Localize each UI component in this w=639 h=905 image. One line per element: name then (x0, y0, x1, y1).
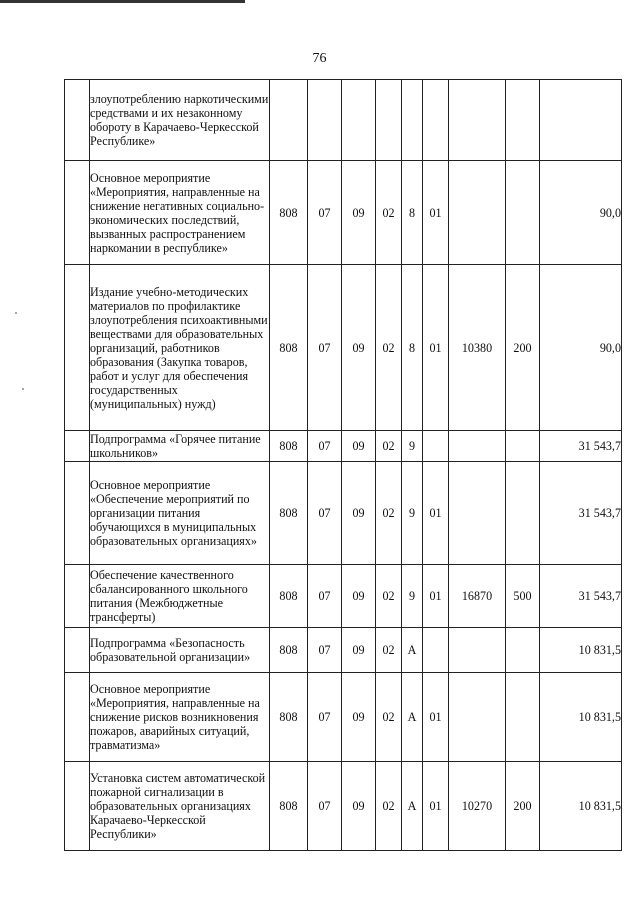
cell-subprogram-code: 9 (402, 462, 423, 565)
row-name: злоупотреблению наркотическими средствами и их незаконному обороту в Карачаево-Черкесской Республике» (90, 80, 270, 161)
cell-expense-type-code (506, 161, 540, 265)
cell-section-code: 07 (308, 462, 342, 565)
table-row (65, 161, 622, 265)
cell-event-code (423, 628, 449, 673)
row-name: Основное мероприятие «Обеспечение мероприятий по организации питания обучающихся в муниципальных образовательных организациях» (90, 462, 270, 565)
cell-subprogram-code: 8 (402, 265, 423, 431)
cell-direction-code (449, 673, 506, 762)
row-name: Установка систем автоматической пожарной сигнализации в образовательных организациях Карачаево-Черкесской Республики» (90, 762, 270, 851)
cell-ministry-code: 808 (270, 431, 308, 462)
cell-direction-code: 16870 (449, 565, 506, 628)
cell-ministry-code: 808 (270, 673, 308, 762)
cell-amount: 10 831,5 (540, 673, 622, 762)
table-row (65, 628, 622, 673)
cell-subsection-code: 09 (342, 431, 376, 462)
budget-table (64, 79, 622, 851)
cell-amount: 31 543,7 (540, 431, 622, 462)
table-row (65, 673, 622, 762)
index-cell (65, 431, 90, 462)
cell-program-code: 02 (376, 628, 402, 673)
cell-subsection-code: 09 (342, 265, 376, 431)
cell-expense-type-code: 200 (506, 762, 540, 851)
cell-program-code: 02 (376, 762, 402, 851)
cell-direction-code (449, 161, 506, 265)
cell-direction-code (449, 431, 506, 462)
index-cell (65, 80, 90, 161)
cell-program-code: 02 (376, 265, 402, 431)
row-name: Основное мероприятие «Мероприятия, направленные на снижение рисков возникновения пожаров, аварийных ситуаций, травматизма» (90, 673, 270, 762)
cell-amount: 90,0 (540, 265, 622, 431)
row-name: Подпрограмма «Горячее питание школьников» (90, 431, 270, 462)
cell-expense-type-code: 200 (506, 265, 540, 431)
table-row (65, 565, 622, 628)
cell-subsection-code (342, 80, 376, 161)
cell-program-code: 02 (376, 565, 402, 628)
cell-subprogram-code: А (402, 762, 423, 851)
cell-ministry-code: 808 (270, 565, 308, 628)
cell-amount: 10 831,5 (540, 762, 622, 851)
cell-event-code: 01 (423, 462, 449, 565)
index-cell (65, 565, 90, 628)
cell-amount: 90,0 (540, 161, 622, 265)
cell-section-code: 07 (308, 431, 342, 462)
cell-amount: 10 831,5 (540, 628, 622, 673)
cell-subprogram-code: 9 (402, 431, 423, 462)
cell-ministry-code: 808 (270, 161, 308, 265)
index-cell (65, 628, 90, 673)
table-row (65, 80, 622, 161)
cell-event-code (423, 80, 449, 161)
cell-program-code: 02 (376, 431, 402, 462)
cell-subsection-code: 09 (342, 673, 376, 762)
cell-subprogram-code (402, 80, 423, 161)
cell-direction-code: 10380 (449, 265, 506, 431)
cell-subsection-code: 09 (342, 762, 376, 851)
cell-direction-code (449, 80, 506, 161)
cell-program-code: 02 (376, 462, 402, 565)
cell-event-code: 01 (423, 673, 449, 762)
cell-direction-code: 10270 (449, 762, 506, 851)
index-cell (65, 762, 90, 851)
cell-event-code (423, 431, 449, 462)
cell-event-code: 01 (423, 565, 449, 628)
cell-subsection-code: 09 (342, 161, 376, 265)
table-row (65, 265, 622, 431)
row-name: Подпрограмма «Безопасность образовательной организации» (90, 628, 270, 673)
cell-expense-type-code (506, 431, 540, 462)
cell-section-code (308, 80, 342, 161)
cell-event-code: 01 (423, 161, 449, 265)
cell-expense-type-code (506, 80, 540, 161)
row-name: Издание учебно-методических материалов по профилактике злоупотребления психоактивными веществами для образовательных организаций, работников образования (Закупка товаров, работ и услуг для обеспечения государственных (муниципальных) нужд) (90, 265, 270, 431)
scan-speck (22, 388, 24, 390)
cell-event-code: 01 (423, 265, 449, 431)
cell-subprogram-code: А (402, 628, 423, 673)
row-name: Основное мероприятие «Мероприятия, направленные на снижение негативных социально-экономических последствий, вызванных распространением наркомании в республике» (90, 161, 270, 265)
cell-program-code: 02 (376, 161, 402, 265)
cell-amount: 31 543,7 (540, 462, 622, 565)
top-rule (0, 0, 245, 3)
cell-ministry-code: 808 (270, 762, 308, 851)
cell-subprogram-code: А (402, 673, 423, 762)
cell-amount (540, 80, 622, 161)
cell-section-code: 07 (308, 161, 342, 265)
table-row (65, 762, 622, 851)
cell-expense-type-code (506, 673, 540, 762)
cell-ministry-code (270, 80, 308, 161)
table-row (65, 431, 622, 462)
cell-expense-type-code (506, 462, 540, 565)
cell-direction-code (449, 462, 506, 565)
cell-subsection-code: 09 (342, 462, 376, 565)
index-cell (65, 161, 90, 265)
index-cell (65, 673, 90, 762)
cell-ministry-code: 808 (270, 265, 308, 431)
cell-section-code: 07 (308, 565, 342, 628)
cell-subprogram-code: 8 (402, 161, 423, 265)
table-row (65, 462, 622, 565)
index-cell (65, 462, 90, 565)
cell-direction-code (449, 628, 506, 673)
cell-program-code: 02 (376, 673, 402, 762)
cell-expense-type-code (506, 628, 540, 673)
cell-subsection-code: 09 (342, 628, 376, 673)
page-number: 76 (312, 51, 327, 66)
cell-section-code: 07 (308, 628, 342, 673)
cell-subsection-code: 09 (342, 565, 376, 628)
cell-expense-type-code: 500 (506, 565, 540, 628)
cell-program-code (376, 80, 402, 161)
scan-speck (15, 312, 17, 314)
cell-section-code: 07 (308, 673, 342, 762)
cell-event-code: 01 (423, 762, 449, 851)
cell-ministry-code: 808 (270, 628, 308, 673)
cell-subprogram-code: 9 (402, 565, 423, 628)
cell-section-code: 07 (308, 762, 342, 851)
cell-section-code: 07 (308, 265, 342, 431)
row-name: Обеспечение качественного сбалансированного школьного питания (Межбюджетные трансферты) (90, 565, 270, 628)
index-cell (65, 265, 90, 431)
cell-ministry-code: 808 (270, 462, 308, 565)
cell-amount: 31 543,7 (540, 565, 622, 628)
